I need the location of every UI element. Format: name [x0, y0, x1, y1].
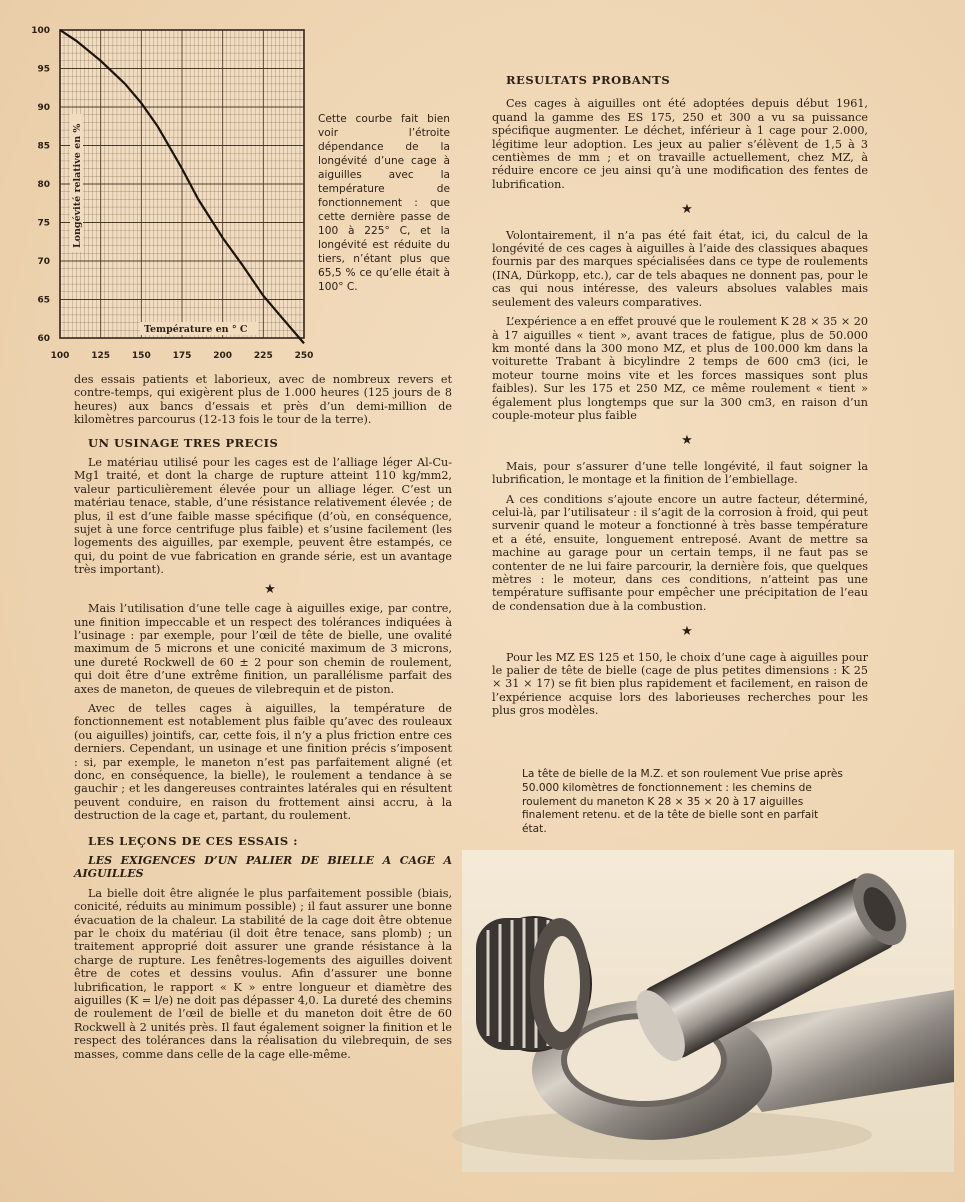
- section-heading: UN USINAGE TRES PRECIS: [88, 435, 279, 450]
- section-subheading: LES EXIGENCES D’UN PALIER DE BIELLE A CAGE A AIGUILLES: [74, 854, 452, 881]
- x-tick-label: 100: [50, 351, 70, 361]
- paragraph: A ces conditions s’ajoute encore un autre facteur, déterminé, celui-là, par l’utilisateur : il s’agit de la corrosion à froid, qui peut survenir quand le moteur a fonctionné à très basse température et a été, ensuite, longuement entreposé. Avant de mettre sa machine au garage pour un certain temps, il ne faut pas se contenter de ne lui faire parcourir, la dernière fois, que quelques mètres : le moteur, dans ces conditions, n’atteint pas une température suffisante pour empêcher une précipitation de l’eau de condensation due à la combustion.: [492, 492, 868, 613]
- y-tick-label: 60: [37, 334, 50, 344]
- paragraph: des essais patients et laborieux, avec de nombreux revers et contre-temps, qui exigèrent plus de 1.000 heures (125 jours de 8 heures) aux bancs d’essais et près d’un demi-million de kilomètres parcourus (12-13 fois le tour de la terre).: [74, 373, 452, 427]
- chart-caption: Cette courbe fait bien voir l’étroite dépendance de la longévité d’une cage à aiguilles avec la température de fonctionnement : que cette dernière passe de 100 à 225° C, et la longévité est réduite du tiers, n’étant plus que 65,5 % ce qu’elle était à 100° C.: [318, 113, 450, 293]
- section-heading: RESULTATS PROBANTS: [506, 73, 671, 87]
- y-tick-label: 90: [37, 103, 50, 113]
- photo-caption: La tête de bielle de la M.Z. et son roulement Vue prise après 50.000 kilomètres de fonctionnement : les chemins de roulement du maneton K 28 × 35 × 20 à 17 aiguilles finalement retenu. et de la tête de bielle sont en parfait état.: [522, 768, 843, 836]
- star-separator: ★: [681, 433, 693, 449]
- x-tick-label: 200: [213, 351, 233, 361]
- y-tick-label: 75: [37, 218, 50, 229]
- y-tick-label: 80: [37, 180, 50, 190]
- x-tick-label: 125: [91, 351, 111, 361]
- x-tick-label: 225: [253, 351, 273, 361]
- right-column: [492, 74, 868, 718]
- x-tick-label: 150: [131, 351, 151, 361]
- x-tick-label: 250: [294, 351, 314, 361]
- longevity-temperature-chart: [28, 20, 314, 370]
- star-separator: ★: [264, 581, 276, 597]
- left-column: [74, 373, 452, 1061]
- connecting-rod-photo: [462, 850, 954, 1172]
- y-tick-label: 100: [31, 26, 50, 36]
- section-heading: LES LEÇONS DE CES ESSAIS :: [88, 833, 298, 848]
- paragraph: Avec de telles cages à aiguilles, la température de fonctionnement est notablement plus faible qu’avec des rouleaux (ou aiguilles) jointifs, car, cette fois, il n’y a plus friction entre ces derniers. Cependant, un usinage et une finition précis s’imposent : si, par exemple, le maneton n’est pas parfaitement aligné (et donc, en conséquence, la bielle), le roulement a tendance à se gauchir ; et les dangereuses contraintes latérales qui en résultent peuvent conduire, en raison du frottement ainsi accru, à la destruction de la cage et, partant, du roulement.: [74, 701, 452, 823]
- y-tick-label: 85: [37, 141, 50, 152]
- paragraph: Mais l’utilisation d’une telle cage à aiguilles exige, par contre, une finition impeccable et un respect des tolérances indiquées à l’usinage : par exemple, pour l’œil de tête de bielle, une ovalité maximum de 5 microns et une conicité maximum de 3 microns, une dureté Rockwell de 60 ± 2 pour son chemin de roulement, qui doit être d’une extrême finition, un parallélisme parfait des axes de maneton, de queues de vilebrequin et de piston.: [74, 602, 452, 696]
- star-separator: ★: [681, 624, 693, 640]
- paragraph: Le matériau utilisé pour les cages est de l’alliage léger Al-Cu-Mg1 traité, et dont la charge de rupture atteint 110 kg/mm2, valeur particulièrement élevée pour un alliage léger. C’est un matériau tenace, stable, d’une résistance relativement élevée ; de plus, il est d’une faible masse spécifique (d’où, en conséquence, sujet à une force centrifuge plus faible) et s’usine facilement (les logements des aiguilles, par exemple, peuvent être estampés, ce qui, du point de vue fabrication en grande série, est un avantage très important).: [74, 456, 452, 577]
- paragraph: La bielle doit être alignée le plus parfaitement possible (biais, conicité, réduits au minimum possible) ; il faut assurer une bonne évacuation de la chaleur. La stabilité de la cage doit être obtenue par le choix du matériau (il doit être tenace, sans plomb) ; un traitement approprié doit assurer une grande résistance à la charge de rupture. Les fenêtres-logements des aiguilles doivent être de cotes et dessins voulus. Afin d’assurer une bonne lubrification, le rapport « K » entre longueur et diamètre des aiguilles (K = l/e) ne doit pas dépasser 4,0. La dureté des chemins de roulement de l’œil de bielle et du maneton doit être de 60 Rockwell à 2 unités près. Il faut également soigner la finition et le respect des tolérances dans la réalisation du vilebrequin, de ses masses, comme dans celle de la cage elle-même.: [74, 886, 452, 1061]
- chart-y-axis-label: Longévité relative en %: [72, 123, 83, 248]
- x-tick-label: 175: [172, 351, 192, 361]
- chart-x-axis-label: Température en ° C: [144, 324, 248, 335]
- paragraph: Mais, pour s’assurer d’une telle longévité, il faut soigner la lubrification, le montage et la finition de l’embiellage.: [492, 459, 868, 487]
- y-tick-label: 70: [37, 257, 50, 267]
- y-tick-label: 65: [37, 295, 50, 306]
- star-separator: ★: [681, 202, 693, 218]
- y-tick-label: 95: [37, 64, 50, 75]
- paragraph: Ces cages à aiguilles ont été adoptées depuis début 1961, quand la gamme des ES 175, 250 et 300 a vu sa puissance spécifique augmenter. Le déchet, inférieur à 1 cage pour 2.000, légitime leur adoption. Les jeux au palier s’élèvent de 1,5 à 3 centièmes de mm ; et on travaille actuellement, chez MZ, à réduire encore ce jeu ainsi qu’à une modification des fentes de lubrification.: [492, 97, 868, 191]
- chart-grid: [60, 30, 304, 338]
- paragraph: Volontairement, il n’a pas été fait état, ici, du calcul de la longévité de ces cages à aiguilles à l’aide des classiques abaques fournis par des marques spécialisées dans ce type de roulements (INA, Dürkopp, etc.), car de tels abaques ne donnent pas, pour le cas qui nous intéresse, des valeurs absolues valables mais seulement des valeurs comparatives.: [492, 228, 868, 309]
- paragraph: Pour les MZ ES 125 et 150, le choix d’une cage à aiguilles pour le palier de tête de bielle (cage de plus petites dimensions : K 25 × 31 × 17) se fit bien plus rapidement et facilement, en raison de l’expérience acquise lors des laborieuses recherches pour les plus gros modèles.: [492, 650, 868, 718]
- paragraph: L’expérience a en effet prouvé que le roulement K 28 × 35 × 20 à 17 aiguilles « tient », avant traces de fatigue, plus de 50.000 km monté dans la 300 mono MZ, et plus de 100.000 km dans la voiturette Trabant à bicylindre 2 temps de 600 cm3 (ici, le moteur tourne moins vite et les forces massiques sont plus faibles). Sur les 175 et 250 MZ, ce même roulement « tient » également plus longtemps que sur la 300 cm3, en raison d’un couple-moteur plus faible: [492, 315, 868, 422]
